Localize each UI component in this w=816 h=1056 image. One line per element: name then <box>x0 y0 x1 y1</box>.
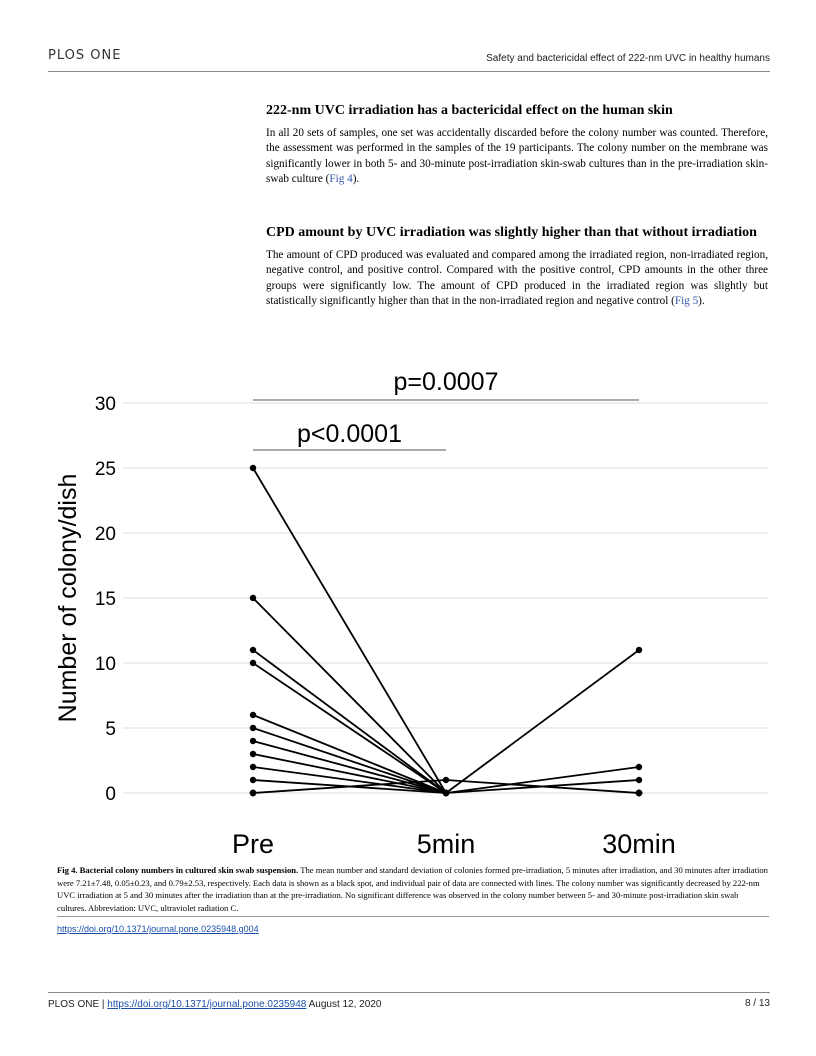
y-tick-label: 0 <box>105 784 116 805</box>
series-line <box>253 741 446 793</box>
results-section-bactericidal <box>266 102 768 188</box>
data-point <box>636 647 642 653</box>
colony-count-chart <box>48 360 770 865</box>
x-tick-label: Pre <box>231 829 275 859</box>
article-doi-link[interactable]: https://doi.org/10.1371/journal.pone.0235948 <box>107 999 307 1010</box>
header-divider <box>48 71 770 72</box>
series-line <box>253 468 446 793</box>
section-heading: 222-nm UVC irradiation has a bactericidal effect on the human skin <box>266 103 673 118</box>
data-point <box>250 725 256 731</box>
y-tick-label: 25 <box>94 459 116 480</box>
footer-divider <box>48 992 770 993</box>
data-point <box>250 751 256 757</box>
data-point <box>636 777 642 783</box>
data-point <box>636 790 642 796</box>
p-value-label: p<0.0001 <box>297 420 402 448</box>
data-point <box>250 790 256 796</box>
figure-link[interactable]: Fig 4 <box>329 173 353 186</box>
data-point <box>250 595 256 601</box>
data-point <box>250 647 256 653</box>
p-value-label: p=0.0007 <box>393 368 499 396</box>
data-point <box>250 777 256 783</box>
series-line <box>253 598 446 793</box>
caption-divider <box>57 916 769 917</box>
figure-link[interactable]: Fig 5 <box>674 295 699 308</box>
section-paragraph: The amount of CPD produced was evaluated and compared among the irradiated region, non-irradiated region, negative control, and positive control. Compared with the positive control, CPD amounts in the other three groups were significantly low. The amount of CPD produced in the irradiated region was slightly but statistically significantly higher than that in the non-irradiated region and negative control (Fig 5). <box>266 249 768 308</box>
results-section-cpd <box>266 224 768 310</box>
journal-name: PLOS ONE <box>48 48 122 63</box>
data-point <box>250 764 256 770</box>
page-number: 8 / 13 <box>744 998 770 1009</box>
section-paragraph: In all 20 sets of samples, one set was accidentally discarded before the colony number was counted. Therefore, the assessment was performed in the samples of the 19 participants. The colony number on the membrane was significantly lower in both 5- and 30-minute post-irradiation skin-swab cultures than in the pre-irradiation skin-swab culture (Fig 4). <box>266 127 768 186</box>
x-tick-label: 5min <box>416 829 476 859</box>
data-point <box>250 660 256 666</box>
section-heading: CPD amount by UVC irradiation was slightly higher than that without irradiation <box>266 225 757 240</box>
y-axis-label: Number of colony/dish <box>54 473 82 723</box>
data-point <box>250 738 256 744</box>
y-tick-label: 10 <box>94 654 116 675</box>
x-tick-label: 30min <box>602 829 676 859</box>
data-point <box>636 764 642 770</box>
data-point <box>443 777 449 783</box>
running-title: Safety and bactericidal effect of 222-nm UVC in healthy humans <box>486 53 770 64</box>
data-point <box>250 712 256 718</box>
caption-text: The mean number and standard deviation of colonies formed pre-irradiation, 5 minutes after irradiation, and 30 minutes after irradiation were 7.21±7.48, 0.05±0.23, and 0.79±2.53, respectively. Each data is shown as a black spot, and individual pair of data are connected with lines. The colony number was significantly decreased by 222-nm UVC irradiation at 5 and 30 minutes after the irradiation than at the pre-irradiation. No significant difference was observed in the colony number between 5- and 30-minute post-irradiation skin swab cultures. Abbreviation: UVC, ultraviolet radiation C. <box>57 865 768 913</box>
y-tick-label: 5 <box>105 719 116 740</box>
caption-label: Fig 4. Bacterial colony numbers in cultured skin swab suspension. <box>57 865 299 875</box>
y-tick-label: 15 <box>94 589 116 610</box>
figure-doi-link[interactable]: https://doi.org/10.1371/journal.pone.0235948.g004 <box>57 924 259 934</box>
figure-caption <box>57 864 769 914</box>
footer-citation: PLOS ONE | https://doi.org/10.1371/journal.pone.0235948 August 12, 2020 <box>48 999 382 1010</box>
data-point <box>443 790 449 796</box>
data-point <box>250 465 256 471</box>
y-tick-label: 30 <box>94 394 116 415</box>
y-tick-label: 20 <box>94 524 116 545</box>
